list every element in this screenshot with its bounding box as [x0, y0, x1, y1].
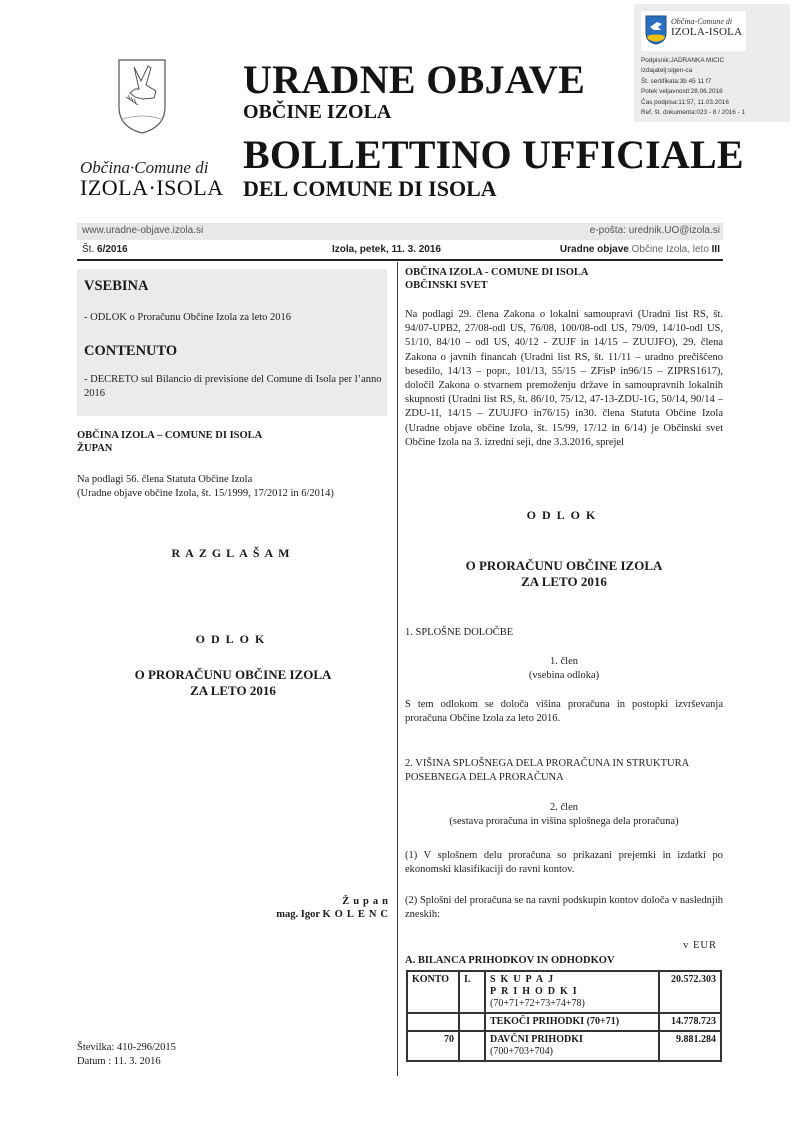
table-cell-amount: 20.572.303 [659, 971, 721, 1013]
issue-date: Izola, petek, 11. 3. 2016 [332, 244, 441, 255]
website-link[interactable]: www.uradne-objave.izola.si [82, 225, 204, 236]
section-2-heading: 2. VIŠINA SPLOŠNEGA DELA PRORAČUNA IN STRUKTURA POSEBNEGA DELA PRORAČUNA [405, 758, 689, 784]
right-issuer [405, 266, 589, 292]
toc-item-sl[interactable]: - ODLOK o Proračunu Občine Izola za leto 2016 [84, 312, 292, 323]
article-1-subtitle: (vsebina odloka) [528, 670, 600, 681]
table-of-contents [77, 269, 387, 416]
table-cell-desc [485, 1031, 659, 1061]
article-2 [405, 801, 723, 829]
mayor-signature [200, 895, 392, 921]
table-desc-main: TEKOČI PRIHODKI (70+71) [490, 1016, 620, 1027]
crest-caption-line2: IZOLA·ISOLA [80, 175, 224, 200]
mayor-name [200, 908, 392, 921]
email-link[interactable]: e-pošta: urednik.UO@izola.si [589, 225, 720, 236]
right-issuer-body: OBČINSKI SVET [405, 280, 488, 291]
left-title-line1: O PRORAČUNU OBČINE IZOLA [134, 667, 332, 682]
toc-heading-it: CONTENUTO [84, 343, 178, 359]
masthead-title-it: BOLLETTINO UFFICIALE [243, 132, 744, 177]
mayor-surname: KOLENC [322, 909, 392, 920]
left-issuer [77, 429, 262, 455]
masthead-subtitle-sl: OBČINE IZOLA [243, 101, 392, 123]
right-title-line1: O PRORAČUNU OBČINE IZOLA [465, 558, 663, 573]
left-basis-line2: (Uradne objave občine Izola, št. 15/1999, 17/2012 in 6/2014) [77, 488, 334, 499]
article-1-number: 1. člen [550, 656, 578, 667]
signature-logo-line2: IZOLA-ISOLA [671, 26, 743, 38]
toc-item-it[interactable]: - DECRETO sul Bilancio di previsione del Comune di Isola per l’anno 2016 [84, 374, 382, 399]
digital-signature-box [634, 4, 790, 122]
masthead-title-sl: URADNE OBJAVE [243, 57, 586, 102]
table-row [407, 971, 721, 1013]
article-2-number: 2. člen [550, 802, 578, 813]
razglasam-heading: RAZGLAŠAM [171, 546, 295, 560]
left-title-line2: ZA LETO 2016 [190, 683, 276, 698]
signature-details [641, 56, 745, 118]
table-cell-konto: 70 [407, 1031, 459, 1061]
signature-signer: Podpisnik:JADRANKA MICIC [641, 57, 725, 64]
masthead-subtitle-it: DEL COMUNE DI ISOLA [243, 176, 497, 201]
issue-prefix: Št. [82, 244, 95, 255]
article-2-para-2: (2) Splošni del proračuna se na ravni podskupin kontov določa v naslednjih zneskih: [405, 895, 723, 921]
publication-info [560, 244, 720, 255]
table-cell-amount: 14.778.723 [659, 1013, 721, 1031]
signature-logo-line1: Občina-Comune di [671, 17, 733, 26]
left-basis-line1: Na podlagi 56. člena Statuta Občine Izola [77, 474, 253, 485]
right-issuer-org: OBČINA IZOLA - COMUNE DI ISOLA [405, 267, 589, 278]
column-divider [397, 262, 398, 1076]
publication-rest: Občine Izola, leto [631, 244, 709, 255]
contact-bar [77, 223, 723, 240]
article-2-subtitle: (sestava proračuna in višina splošnega dela proračuna) [449, 816, 679, 827]
publication-name: Uradne objave [559, 244, 629, 255]
article-1 [405, 655, 723, 683]
right-title-line2: ZA LETO 2016 [521, 574, 607, 589]
left-decree-title [77, 667, 389, 699]
municipal-crest-dove-icon [118, 59, 166, 134]
signature-issuer: Izdajatelj:sigen-ca [641, 67, 693, 75]
issue-number [82, 244, 128, 255]
table-cell-konto [407, 1013, 459, 1031]
right-decree-title [405, 558, 723, 590]
table-row [407, 1031, 721, 1061]
publication-year: III [711, 244, 720, 255]
signature-validity: Potek veljavnosti:28.06.2018 [641, 88, 723, 96]
balance-table-title: A. BILANCA PRIHODKOV IN ODHODKOV [405, 955, 615, 966]
toc-heading-sl: VSEBINA [84, 278, 149, 294]
signature-cert: Št. certifikata:3b 45 11 f7 [641, 77, 712, 85]
table-cell-roman [459, 1013, 485, 1031]
table-desc-sub: (70+71+72+73+74+78) [490, 998, 585, 1009]
issue-bar [77, 241, 723, 261]
article-1-text: S tem odlokom se določa višina proračuna in postopki izvrševanja proračuna Občine Izola za leto 2016. [405, 699, 723, 725]
table-cell-desc [485, 1013, 659, 1031]
signature-time: Čas podpisa:11:57, 11.03.2016 [641, 98, 729, 106]
mayor-title: Župan [342, 896, 392, 907]
document-reference [77, 1041, 176, 1069]
article-2-para-1: (1) V splošnem delu proračuna so prikazani prejemki in izdatki po ekonomski klasifikaciji do ravni kontov. [405, 850, 723, 876]
table-cell-roman [459, 1031, 485, 1061]
right-odlok-heading: ODLOK [526, 508, 602, 522]
left-odlok-heading: ODLOK [195, 632, 271, 646]
balance-table [406, 970, 722, 1062]
table-cell-amount: 9.881.284 [659, 1031, 721, 1061]
table-row [407, 1013, 721, 1031]
document-number: Številka: 410-296/2015 [77, 1042, 176, 1053]
table-cell-konto: KONTO [407, 971, 459, 1013]
table-desc-main: DAVČNI PRIHODKI [490, 1034, 583, 1045]
right-preamble: Na podlagi 29. člena Zakona o lokalni samoupravi (Uradni list RS, št. 94/07-UPB2, 27/08-odl US, 76/08, 100/08-odl US, 79/09, 14/10-odl US, 51/10, 84/10 – odl US, 40/12 - ZUJF in 14/15 – ZUUJFO), 29. člena Zakona o javnih financah (Uradni list RS, št. 11/11 – uradno prečiščeno besedilo, 14/13 – popr., 101/13, 55/15 – ZFisP in96/15 – ZIPRS1617), določil Zakona o stvarnem premoženju države in samoupravnih lokalnih skupnosti (Uradni list RS, št. 86/10, 75/12, 47-13-ZDU-1G, 50/14, 90/14 – ZDU-1I, 14/15 – ZUUJFO in76/15) in30. člena Statuta Občine Izola (Uradne objave občine Izola, št. 15/99, 17/12 in 6/14) je Občinski svet Občine Izola na 3. izredni seji, dne 3.3.2016, sprejel [405, 309, 723, 448]
signature-ref: Ref. št. dokumenta:023 - 8 / 2016 - 1 [641, 109, 746, 117]
section-1-heading: 1. SPLOŠNE DOLOČBE [405, 627, 514, 638]
table-cell-desc [485, 971, 659, 1013]
table-desc-main: SKUPAJ PRIHODKI [490, 974, 582, 997]
coat-of-arms-icon [645, 15, 667, 45]
issue-value: 6/2016 [97, 244, 128, 255]
table-cell-roman: I. [459, 971, 485, 1013]
signature-logo [641, 11, 746, 51]
left-legal-basis [77, 473, 334, 501]
table-desc-sub: (700+703+704) [490, 1046, 553, 1057]
currency-label: v EUR [683, 940, 717, 951]
mayor-name-prefix: mag. Igor [276, 909, 320, 920]
crest-caption-line1: Občina·Comune di [80, 158, 209, 177]
document-date: Datum : 11. 3. 2016 [77, 1056, 161, 1067]
left-issuer-org: OBČINA IZOLA – COMUNE DI ISOLA [77, 430, 263, 441]
left-issuer-role: ŽUPAN [77, 443, 113, 454]
